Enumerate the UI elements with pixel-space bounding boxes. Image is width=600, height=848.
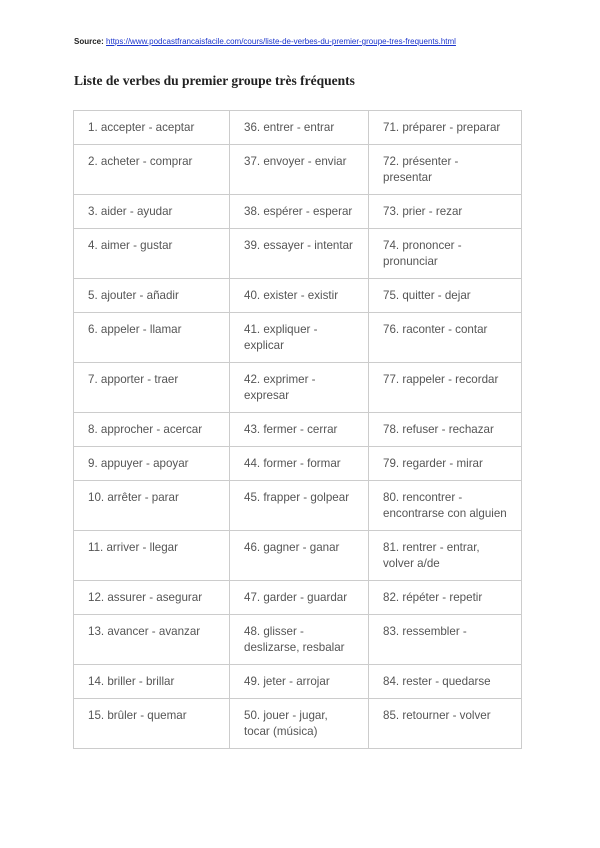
table-cell: 46. gagner - ganar — [230, 531, 369, 581]
table-row — [74, 665, 522, 699]
table-cell: 15. brûler - quemar — [74, 699, 230, 749]
table-cell: 74. prononcer - pronunciar — [369, 229, 522, 279]
table-cell: 80. rencontrer - encontrarse con alguien — [369, 481, 522, 531]
table-row — [74, 195, 522, 229]
table-cell: 45. frapper - golpear — [230, 481, 369, 531]
table-cell: 75. quitter - dejar — [369, 279, 522, 313]
table-cell: 14. briller - brillar — [74, 665, 230, 699]
table-cell: 5. ajouter - añadir — [74, 279, 230, 313]
source-link[interactable]: https://www.podcastfrancaisfacile.com/cours/liste-de-verbes-du-premier-groupe-tres-frequents.html — [106, 37, 456, 46]
source-line — [74, 37, 456, 46]
table-cell: 39. essayer - intentar — [230, 229, 369, 279]
table-cell: 84. rester - quedarse — [369, 665, 522, 699]
table-cell: 1. accepter - aceptar — [74, 111, 230, 145]
table-cell: 47. garder - guardar — [230, 581, 369, 615]
table-row — [74, 581, 522, 615]
page-title: Liste de verbes du premier groupe très fréquents — [74, 73, 355, 88]
table-cell: 11. arriver - llegar — [74, 531, 230, 581]
table-row — [74, 481, 522, 531]
table-row — [74, 447, 522, 481]
table-cell: 79. regarder - mirar — [369, 447, 522, 481]
table-cell: 43. fermer - cerrar — [230, 413, 369, 447]
table-cell: 48. glisser - deslizarse, resbalar — [230, 615, 369, 665]
table-cell: 38. espérer - esperar — [230, 195, 369, 229]
table-row — [74, 279, 522, 313]
table-cell: 6. appeler - llamar — [74, 313, 230, 363]
table-cell: 13. avancer - avanzar — [74, 615, 230, 665]
table-cell: 72. présenter - presentar — [369, 145, 522, 195]
table-cell: 41. expliquer - explicar — [230, 313, 369, 363]
table-cell: 81. rentrer - entrar, volver a/de — [369, 531, 522, 581]
table-row — [74, 363, 522, 413]
table-cell: 7. apporter - traer — [74, 363, 230, 413]
table-row — [74, 313, 522, 363]
table-cell: 3. aider - ayudar — [74, 195, 230, 229]
table-cell: 12. assurer - asegurar — [74, 581, 230, 615]
table-row — [74, 531, 522, 581]
table-row — [74, 413, 522, 447]
table-cell: 44. former - formar — [230, 447, 369, 481]
source-label: Source: — [74, 37, 104, 46]
table-cell: 76. raconter - contar — [369, 313, 522, 363]
table-cell: 10. arrêter - parar — [74, 481, 230, 531]
table-cell: 83. ressembler - — [369, 615, 522, 665]
table-cell: 40. exister - existir — [230, 279, 369, 313]
table-row — [74, 145, 522, 195]
table-cell: 9. appuyer - apoyar — [74, 447, 230, 481]
table-row — [74, 699, 522, 749]
table-cell: 73. prier - rezar — [369, 195, 522, 229]
table-cell: 82. répéter - repetir — [369, 581, 522, 615]
table-row — [74, 229, 522, 279]
table-cell: 4. aimer - gustar — [74, 229, 230, 279]
table-cell: 37. envoyer - enviar — [230, 145, 369, 195]
table-cell: 78. refuser - rechazar — [369, 413, 522, 447]
table-cell: 85. retourner - volver — [369, 699, 522, 749]
table-cell: 49. jeter - arrojar — [230, 665, 369, 699]
table-cell: 71. préparer - preparar — [369, 111, 522, 145]
table-cell: 36. entrer - entrar — [230, 111, 369, 145]
table-row — [74, 615, 522, 665]
verb-table — [73, 110, 522, 749]
table-cell: 77. rappeler - recordar — [369, 363, 522, 413]
table-cell: 8. approcher - acercar — [74, 413, 230, 447]
table-cell: 2. acheter - comprar — [74, 145, 230, 195]
table-row — [74, 111, 522, 145]
table-cell: 50. jouer - jugar, tocar (música) — [230, 699, 369, 749]
table-cell: 42. exprimer - expresar — [230, 363, 369, 413]
